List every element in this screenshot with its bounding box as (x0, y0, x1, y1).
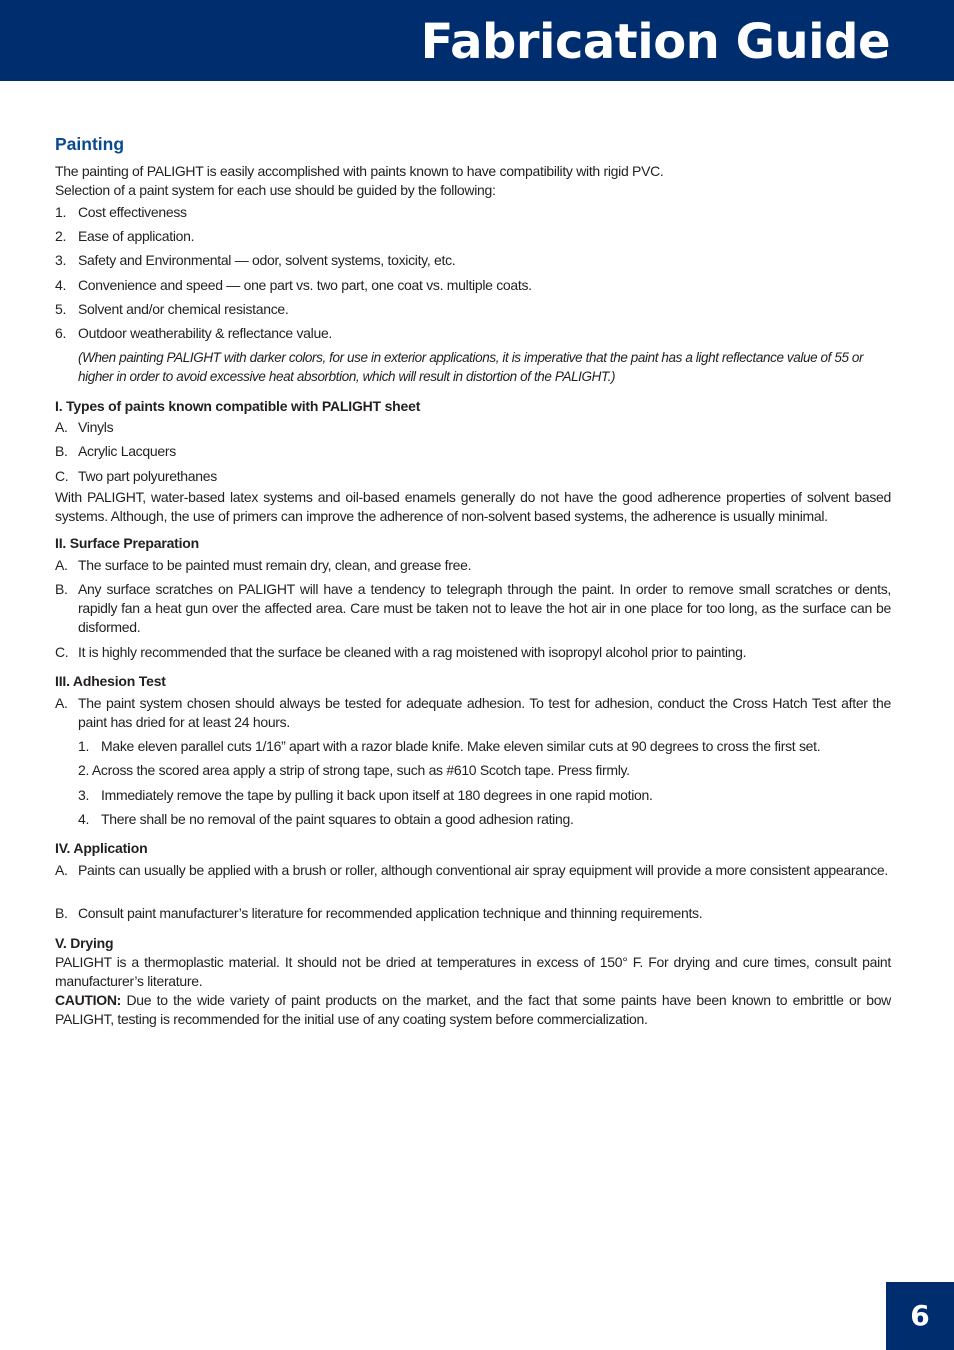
paragraph: With PALIGHT, water-based latex systems and oil-based enamels generally do not have the good adherence properties of solvent based systems. Although, the use of primers can improve the adherence of non-solvent based systems, the adherence is usually minimal. (55, 489, 891, 524)
caution-label: CAUTION: (55, 992, 122, 1008)
intro-line: Selection of a paint system for each use should be guided by the following: (55, 182, 496, 198)
reflectance-note: (When painting PALIGHT with darker colors, for use in exterior applications, it is imperative that the paint has a light reflectance value of 55 or higher in order to avoid excessive heat absorbtion, which will result in distortion of the PALIGHT.) (78, 350, 864, 384)
section-title: Painting (55, 134, 125, 154)
page-number-box (886, 1282, 954, 1350)
list-item: 1. Make eleven parallel cuts 1/16” apart with a razor blade knife. Make eleven similar cuts at 90 degrees to cross the first set. (78, 738, 821, 754)
subsection-heading: IV. Application (55, 840, 148, 856)
list-item: 3. Immediately remove the tape by pulling it back upon itself at 180 degrees in one rapid motion. (78, 787, 653, 803)
subsection-heading: II. Surface Preparation (55, 535, 200, 551)
list-item: C. Two part polyurethanes (55, 468, 217, 484)
list-item: A. The paint system chosen should always be tested for adequate adhesion. To test for adhesion, conduct the Cross Hatch Test after the paint has dried for at least 24 hours. (55, 695, 891, 730)
list-item: 4. There shall be no removal of the paint squares to obtain a good adhesion rating. (78, 811, 574, 827)
list-item: 3. Safety and Environmental — odor, solvent systems, toxicity, etc. (55, 252, 456, 268)
page-title: Fabrication Guide (420, 14, 890, 70)
list-item: A. The surface to be painted must remain dry, clean, and grease free. (55, 557, 472, 573)
list-item: 6. Outdoor weatherability & reflectance value. (55, 325, 333, 341)
caution-paragraph: CAUTION: Due to the wide variety of paint products on the market, and the fact that some paints have been known to embrittle or bow PALIGHT, testing is recommended for the initial use of any coating system before commercialization. (55, 992, 891, 1027)
list-item: 1. Cost effectiveness (55, 204, 187, 220)
list-item: 5. Solvent and/or chemical resistance. (55, 301, 289, 317)
list-item: A. Vinyls (55, 419, 114, 435)
subsection-heading: V. Drying (55, 935, 114, 951)
subsection-heading: I. Types of paints known compatible with PALIGHT sheet (55, 398, 421, 414)
list-item: A. Paints can usually be applied with a brush or roller, although conventional air spray equipment will provide a more consistent appearance. (55, 862, 888, 878)
page-number: 6 (910, 1299, 930, 1332)
list-item: C. It is highly recommended that the surface be cleaned with a rag moistened with isopropyl alcohol prior to painting. (55, 644, 747, 660)
list-item: 2. Ease of application. (55, 228, 195, 244)
intro-line: The painting of PALIGHT is easily accomplished with paints known to have compatibility with rigid PVC. (55, 163, 664, 179)
list-item: 2. Across the scored area apply a strip of strong tape, such as #610 Scotch tape. Press firmly. (78, 762, 630, 778)
list-item: B. Any surface scratches on PALIGHT will have a tendency to telegraph through the paint. In order to remove small scratches or dents, rapidly fan a heat gun over the affected area. Care must be taken not to leave the hot air in one place for too long, as the surface can be disformed. (55, 581, 891, 635)
paragraph: PALIGHT is a thermoplastic material. It should not be dried at temperatures in excess of 150° F. For drying and cure times, consult paint manufacturer’s literature. (55, 954, 891, 989)
list-item: B. Acrylic Lacquers (55, 443, 176, 459)
header-bar (0, 0, 954, 81)
subsection-heading: III. Adhesion Test (55, 673, 166, 689)
list-item: B. Consult paint manufacturer’s literature for recommended application technique and thinning requirements. (55, 905, 703, 921)
list-item: 4. Convenience and speed — one part vs. two part, one coat vs. multiple coats. (55, 277, 532, 293)
